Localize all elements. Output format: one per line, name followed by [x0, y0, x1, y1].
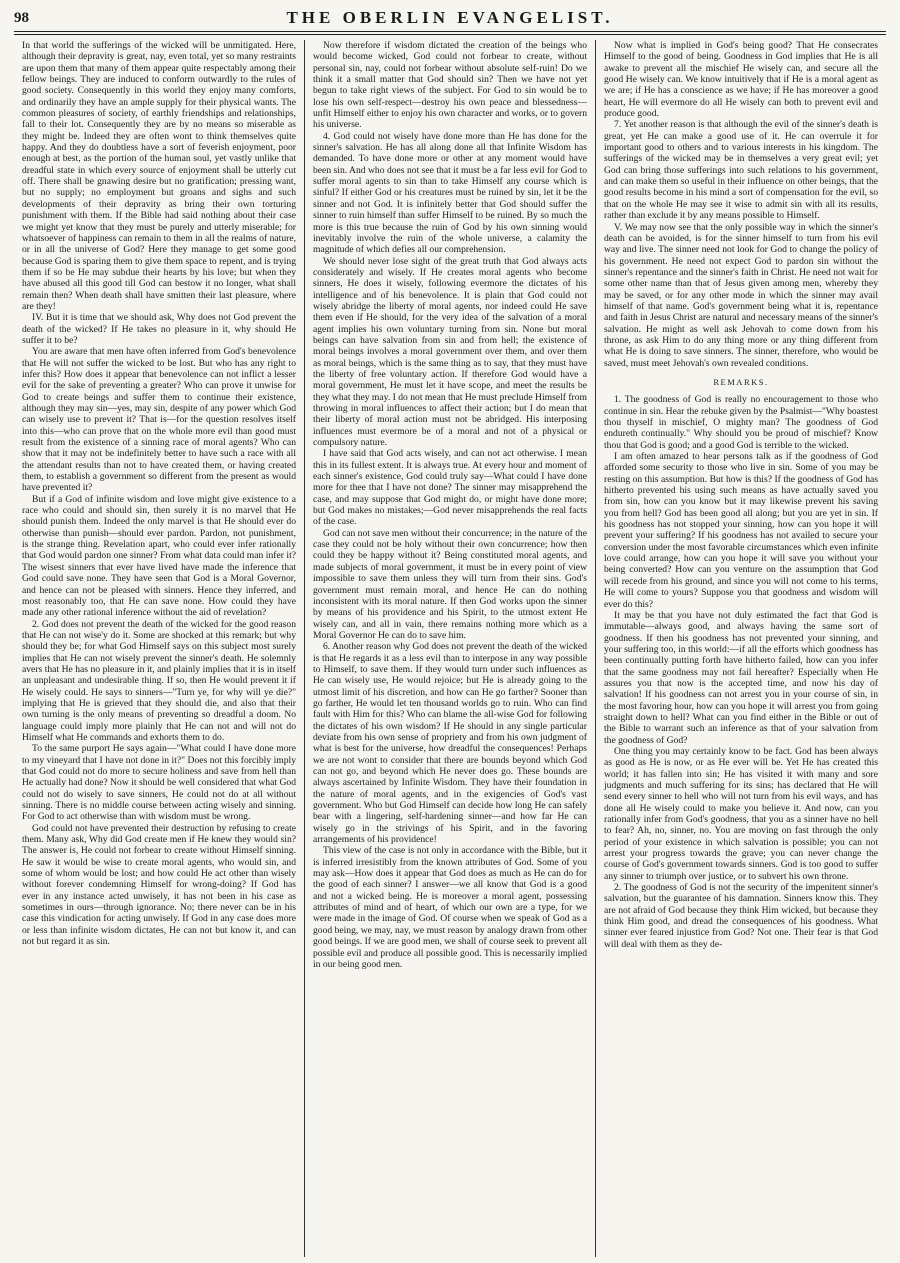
paragraph: V. We may now see that the only possible way in which the sinner's death can be avoided, is for the sinner himself to turn from his evil way and live. The sinner need not look for God to change the policy of his government. He need not expect God to pardon sin without the sinner's repentance and the sinner's faith in Christ. He need not wait for some other name than that of Jesus given among men, whereby they may be saved, or for any other mode in which the sinner may avail himself of that name. God's government being what it is, repentance and faith in Jesus Christ are natural and necessary means of the sinner's salvation. He might as well ask Jehovah to come down from his throne, as ask Him to do any thing more or any thing different from what He is doing to save sinners. The sinner, therefore, who would be saved, must meet Jehovah's own revealed conditions. — [604, 221, 879, 369]
remark-paragraph: It may be that you have not duly estimated the fact that God is immutable—always good, and always having the same sort of goodness. If then his goodness has not prevented your sinning, and your suffering too, in this world:—if all the efforts which goodness has been continually putting forth have hitherto failed, how can you infer that the same goodness may not fail hereafter? Especially when He assures you that now is the accepted time, and now his day of salvation! If his goodness can not arrest you in your course of sin, in the most favoring hour, how can you hope it will arrest you from going straight down to hell? What can you find either in the Bible or out of the Bible to warrant such an inference as that of your salvation from the goodness of God? — [604, 609, 878, 746]
paragraph: 2. God does not prevent the death of the wicked for the good reason that He can not wise'y do it. Some are shocked at this remark; but why should they be; for what God Himself says on this subject most surely implies that He can not wisely prevent the sinner's death. He solemnly avers that He has no pleasure in it, and plainly implies that it is in itself an unpleasant and undesirable thing. If so, then He would prevent it if He wisely could. He says to sinners—"Turn ye, for why will ye die?" implying that He is grieved that they should die, and also that their own turning is the only means of preventing so dreadful a doom. No language could imply more plainly that He can not and will not do Himself what He commands and exhorts them to do. — [22, 618, 296, 743]
column-right — [595, 40, 886, 1257]
column-right-main — [604, 40, 878, 369]
paragraph: You are aware that men have often inferred from God's benevolence that He will not suffer the wicked to be lost. But who has any right to infer this? How does it appear that benevolence can not inflict a lesser evil for the sake of preventing a greater? Who can prove it unwise for God to create beings and suffer them to continue their existence, although they may sin—yes, may sin, despite of any power which God can wisely use to prevent it? That is—for the question resolves itself into this—who can prove that on the whole more evil than good must result from the existence of a sinning race of moral agents? Who can show that it may not be indefinitely better to have such a race with all the attendant results than not to have created them, or having created them, to establish a government so different from the present as would have prevented it? — [22, 346, 296, 494]
header-rule-bottom — [14, 34, 886, 35]
remark-paragraph: 2. The goodness of God is not the security of the impenitent sinner's salvation, but the guarantee of his damnation. Sinners know this. They are not afraid of God because they think Him wicked, but because they think Him good, and dread the consequences of his goodness. What sinner ever feared injustice from God? Not one. Their fear is that God will deal with them as they de- — [604, 882, 878, 950]
paragraph: I have said that God acts wisely, and can not act otherwise. I mean this in its fullest extent. It is always true. At every hour and moment of each sinner's existence, God could truly say—What could I have done more for thee that I have not done? The sinner may misapprehend the case, and may suppose that God might do, or might have done more; but God makes no mistakes;—God never misapprehends the real facts of the case. — [313, 448, 587, 528]
masthead — [14, 6, 886, 32]
paragraph: 6. Another reason why God does not prevent the death of the wicked is that He regards it as a less evil than to interpose in any way possible to Himself, to save them. If they would turn under such influences as He can wisely use, He would rejoice; but He is already going to the utmost limit of his discretion, and how can He go farther? Sooner than go farther, He would let ten thousand worlds go to ruin. Who can find fault with Him for this? Who can blame the all-wise God for following the dictates of his own wisdom? If He should in any single particular deviate from his own sense of propriety and from his own judgment of what is best for the universe, how dreadful the consequences! Perhaps we are not wont to consider that there are bounds beyond which God can not go, and beyond which He never does go. These bounds are always ascertained by Infinite Wisdom. They have their foundation in the nature of moral agents, and in the exigencies of God's vast government. Who but God Himself can decide how long He can safely bear with a lingering, self-hardening sinner—and how far He can wisely go in the strivings of his Spirit, and in the favoring arrangements of his providence! — [313, 641, 587, 846]
paragraph: This view of the case is not only in accordance with the Bible, but it is inferred irresistibly from the known attributes of God. Some of you may ask—How does it appear that God does as much as He can do for the good of each sinner? I answer—we all know that God is a good and not a wicked being. He is moreover a moral agent, possessing attributes of mind and of heart, of which our own are a type, for we were made in the image of God. Of course when we speak of God as a good being, we may, nay, we must reason by analogy drawn from other good beings. If we are good men, we shall of course seek to prevent all possible evil and produce all possible good. This is necessarily implied in our being good men. — [313, 845, 587, 970]
paragraph: To the same purport He says again—"What could I have done more to my vineyard that I have not done in it?" Does not this forcibly imply that God could not do more to secure holiness and save from hell than He actually had done? Now it should be well considered that what God could not do wisely to save sinners, He could not do at all without sinning. There is no middle course between acting wisely and sinning. For God to act otherwise than with wisdom must be wrong. — [22, 743, 296, 823]
paragraph: IV. But it is time that we should ask, Why does not God prevent the death of the wicked? If He takes no pleasure in it, why should He suffer it to be? — [22, 312, 296, 346]
remark-paragraph: One thing you may certainly know to be fact. God has been always as good as He is now, or as He ever will be. Yet He has created this world; it has fallen into sin; He has visited it with many and sore judgments and much suffering for its sins; has declared that He will send every sinner to hell who will not turn from his evil ways, and has done all He wisely could to make you believe it. And now, can you rationally infer from God's goodness, that you as a sinner have no hell to fear? Ah, no, sinner, no. You are moving on fast through the only period of your existence in which salvation is possible; you can not arrest your progress towards the grave; you can never change the course of God's government towards sinners. God is too good to suffer any sinner to triumph over justice, or to subvert his own throne. — [604, 745, 878, 882]
article-body — [14, 40, 886, 1257]
paragraph: God can not save men without their concurrence; in the nature of the case they could not be holy without their own concurrence; how then could they be happy without it? Being constituted moral agents, and made subjects of moral government, it must be in every point of view impossible to save them unless they will turn from their sins. God's government must remain moral, and hence He can do nothing inconsistent with its moral nature. If then God works upon the sinner by means of his providence and his Spirit, to the utmost extent He wisely can, and all in vain, there remains nothing more which as a Moral Governor He can do to save him. — [313, 527, 587, 641]
paragraph: We should never lose sight of the great truth that God always acts considerately and wisely. If He creates moral agents who become sinners, He does it wisely, following evermore the dictates of his intelligence and of his benevolence. It is plain that God could not wisely abridge the liberty of moral agents, nor indeed could He save them even if He should, for the very idea of the salvation of a moral agent implies his own voluntary turning from sin. None but moral beings can have salvation from sin and from hell; the existence of moral beings involves a moral government over them, and over them as moral beings, which is the same thing as to say, that they must have the liberty of free voluntary action. If therefore God would have a moral government, He must let it have scope, and meet the results be they what they may. I do not mean that He must preclude Himself from throwing in moral influences to affect their action; but I do mean that their liberty of moral action must not be abridged. His interposing influences must evermore be of a moral and not of a physical or compulsory nature. — [313, 255, 587, 449]
header-rule-top — [14, 31, 886, 32]
remark-paragraph: 1. The goodness of God is really no encouragement to those who continue in sin. Hear the rebuke given by the Psalmist—"Why boastest thou thyself in mischief, O mighty man? The goodness of God endureth continually." Why should you be proud of mischief? Know thou that God is good; and a good God is terrible to the wicked. — [604, 394, 878, 451]
publication-title: THE OBERLIN EVANGELIST. — [286, 8, 614, 27]
page-number: 98 — [14, 10, 29, 26]
remarks-heading: REMARKS. — [713, 376, 769, 387]
column-left — [14, 40, 304, 1257]
paragraph: In that world the sufferings of the wicked will be unmitigated. Here, although their depravity is great, nay, even total, yet so many restraints are upon them that many of them appear quite respectably among their fellow beings. They are induced to conform outwardly to the rules of good society. Consequently in this world they enjoy many comforts, and ordinarily they have an ample supply for their physical wants. The common pleasures of society, of earthly friendships and relationships, fall to their lot. Consequently they are by no means so miserable as they might be. Indeed they are often wont to think themselves quite happy. And they do doubtless have a sort of feverish enjoyment, poor enough at best, as the portion of the human soul, yet vastly unlike that dreadful state in which every source of enjoyment shall be utterly cut off. There shall be gnawing desire but no gratification; pressing want, but no supply; no employment but groans and sighs and such developments of their depravity as bring their own torturing punishment with them. If the Bible had said nothing about their case we might yet know that they must be purely and utterly miserable; for whatsoever of happiness can remain to them in all the realms of nature, or in all the universe of God? Here they manage to get some good because God is sparing them to give them space to repent, and is trying them if so be He may subdue their hearts by his love; but when they have abused all this good till God can bestow it no longer, what shall remain then? When death shall have smitten their last pleasure, where are they! — [22, 40, 296, 312]
paragraph: Now what is implied in God's being good? That He consecrates Himself to the good of being. Goodness in God implies that He is all awake to prevent all the mischief He wisely can, and secure all the good He wisely can. We know intuitively that if He is a moral agent as we are; if He has a conscience as we have; if He has moreover a good heart, He will evermore do all He wisely can both to prevent evil and produce good. — [604, 40, 878, 120]
remark-paragraph: I am often amazed to hear persons talk as if the goodness of God afforded some security to those who live in sin. Some of you may be resting on this assumption. But how is this? If the goodness of God has hitherto prevented his using such means as have actually saved you from sin, how can you know but it may likewise prevent his saving you from hell? God has been good all along; but you are yet in sin. If his goodness has not stopped your sinning, how can you hope it will prevent your suffering? If his goodness has not availed to secure your conversion under the most favorable circumstances which even infinite love could arrange, how can you hope it will save you without your being converted? How can you venture on the assumption that God will recede from his ground, and since you will not come to his terms, He will come to yours? Suppose you that goodness and wisdom will ever do this? — [604, 451, 878, 610]
remarks-list — [604, 394, 878, 950]
paragraph: Now therefore if wisdom dictated the creation of the beings who would become wicked, God could not forbear to create, without personal sin, nay, could not forbear without absolute self-ruin! Do we think it a small matter that God should sin? Then we have not yet begun to take right views of the subject. For God to sin would be to lose his own self-respect—destroy his own peace and blessedness—unfit Himself either to enjoy his own character and works, or to govern his universe. — [313, 40, 587, 131]
paragraph: 4. God could not wisely have done more than He has done for the sinner's salvation. He has all along done all that Infinite Wisdom has demanded. To have done more or other at any moment would have been sin. And who does not see that it must be a far less evil for God to suffer moral agents to sin than to take Himself any course which is sinful? If either God or his creatures must be ruined by sin, let it be the sinner and not God. It is infinitely better that God should suffer the sinner to ruin himself than suffer Himself to be ruined. By so much the more is this true because the ruin of God by his own sinning would inevitably involve the ruin of the whole universe, a calamity the magnitude of which defies all our comprehension. — [313, 130, 587, 256]
column-middle — [304, 40, 595, 1257]
paragraph: God could not have prevented their destruction by refusing to create them. Many ask, Why did God create men if He knew they would sin? The answer is, He could not forbear to create without Himself sinning. He saw it would be wise to create moral agents, who would sin, and some of whom would be lost; and how could He act other than wisely without forever condemning Himself for wrong-doing? If God has ever in any instance acted unwisely, it has not been in his case as sometimes in ours—through ignorance. No; there never can be in his case this vindication for acting unwisely. If God in any case does more or less than infinite wisdom dictates, He can not but know it, and can not but regard it as sin. — [22, 822, 296, 948]
paragraph: 7. Yet another reason is that although the evil of the sinner's death is great, yet He can make a good use of it. He can overrule it for important good to others and to various interests in his kingdom. The sufferings of the wicked may be in themselves a very great evil; yet God can bring those sufferings into such relations to his government, and can make them so useful in their influence on other beings, that the good results become in his mind a sort of compensation for the evil, so that on the whole He may see it wise to admit sin with all its results, rather than exclude it by any means possible to Himself. — [604, 119, 878, 222]
paragraph: But if a God of infinite wisdom and love might give existence to a race who could and should sin, then surely it is no marvel that He should punish them. Indeed the only marvel is that He should ever do otherwise than punish—should ever pardon. Pardon, not punishment, is the strange thing. Revelation apart, who could ever infer rationally that God would pardon one sinner? From what data could man infer it? The wisest sinners that ever have lived have made the inference that God could save none. They have seen that God is a Moral Governor, and hence can not be pleased with sinners. Hence they inferred, and most reasonably too, that He can save none. How could they have made any other rational inference without the aid of revelation? — [22, 493, 296, 619]
